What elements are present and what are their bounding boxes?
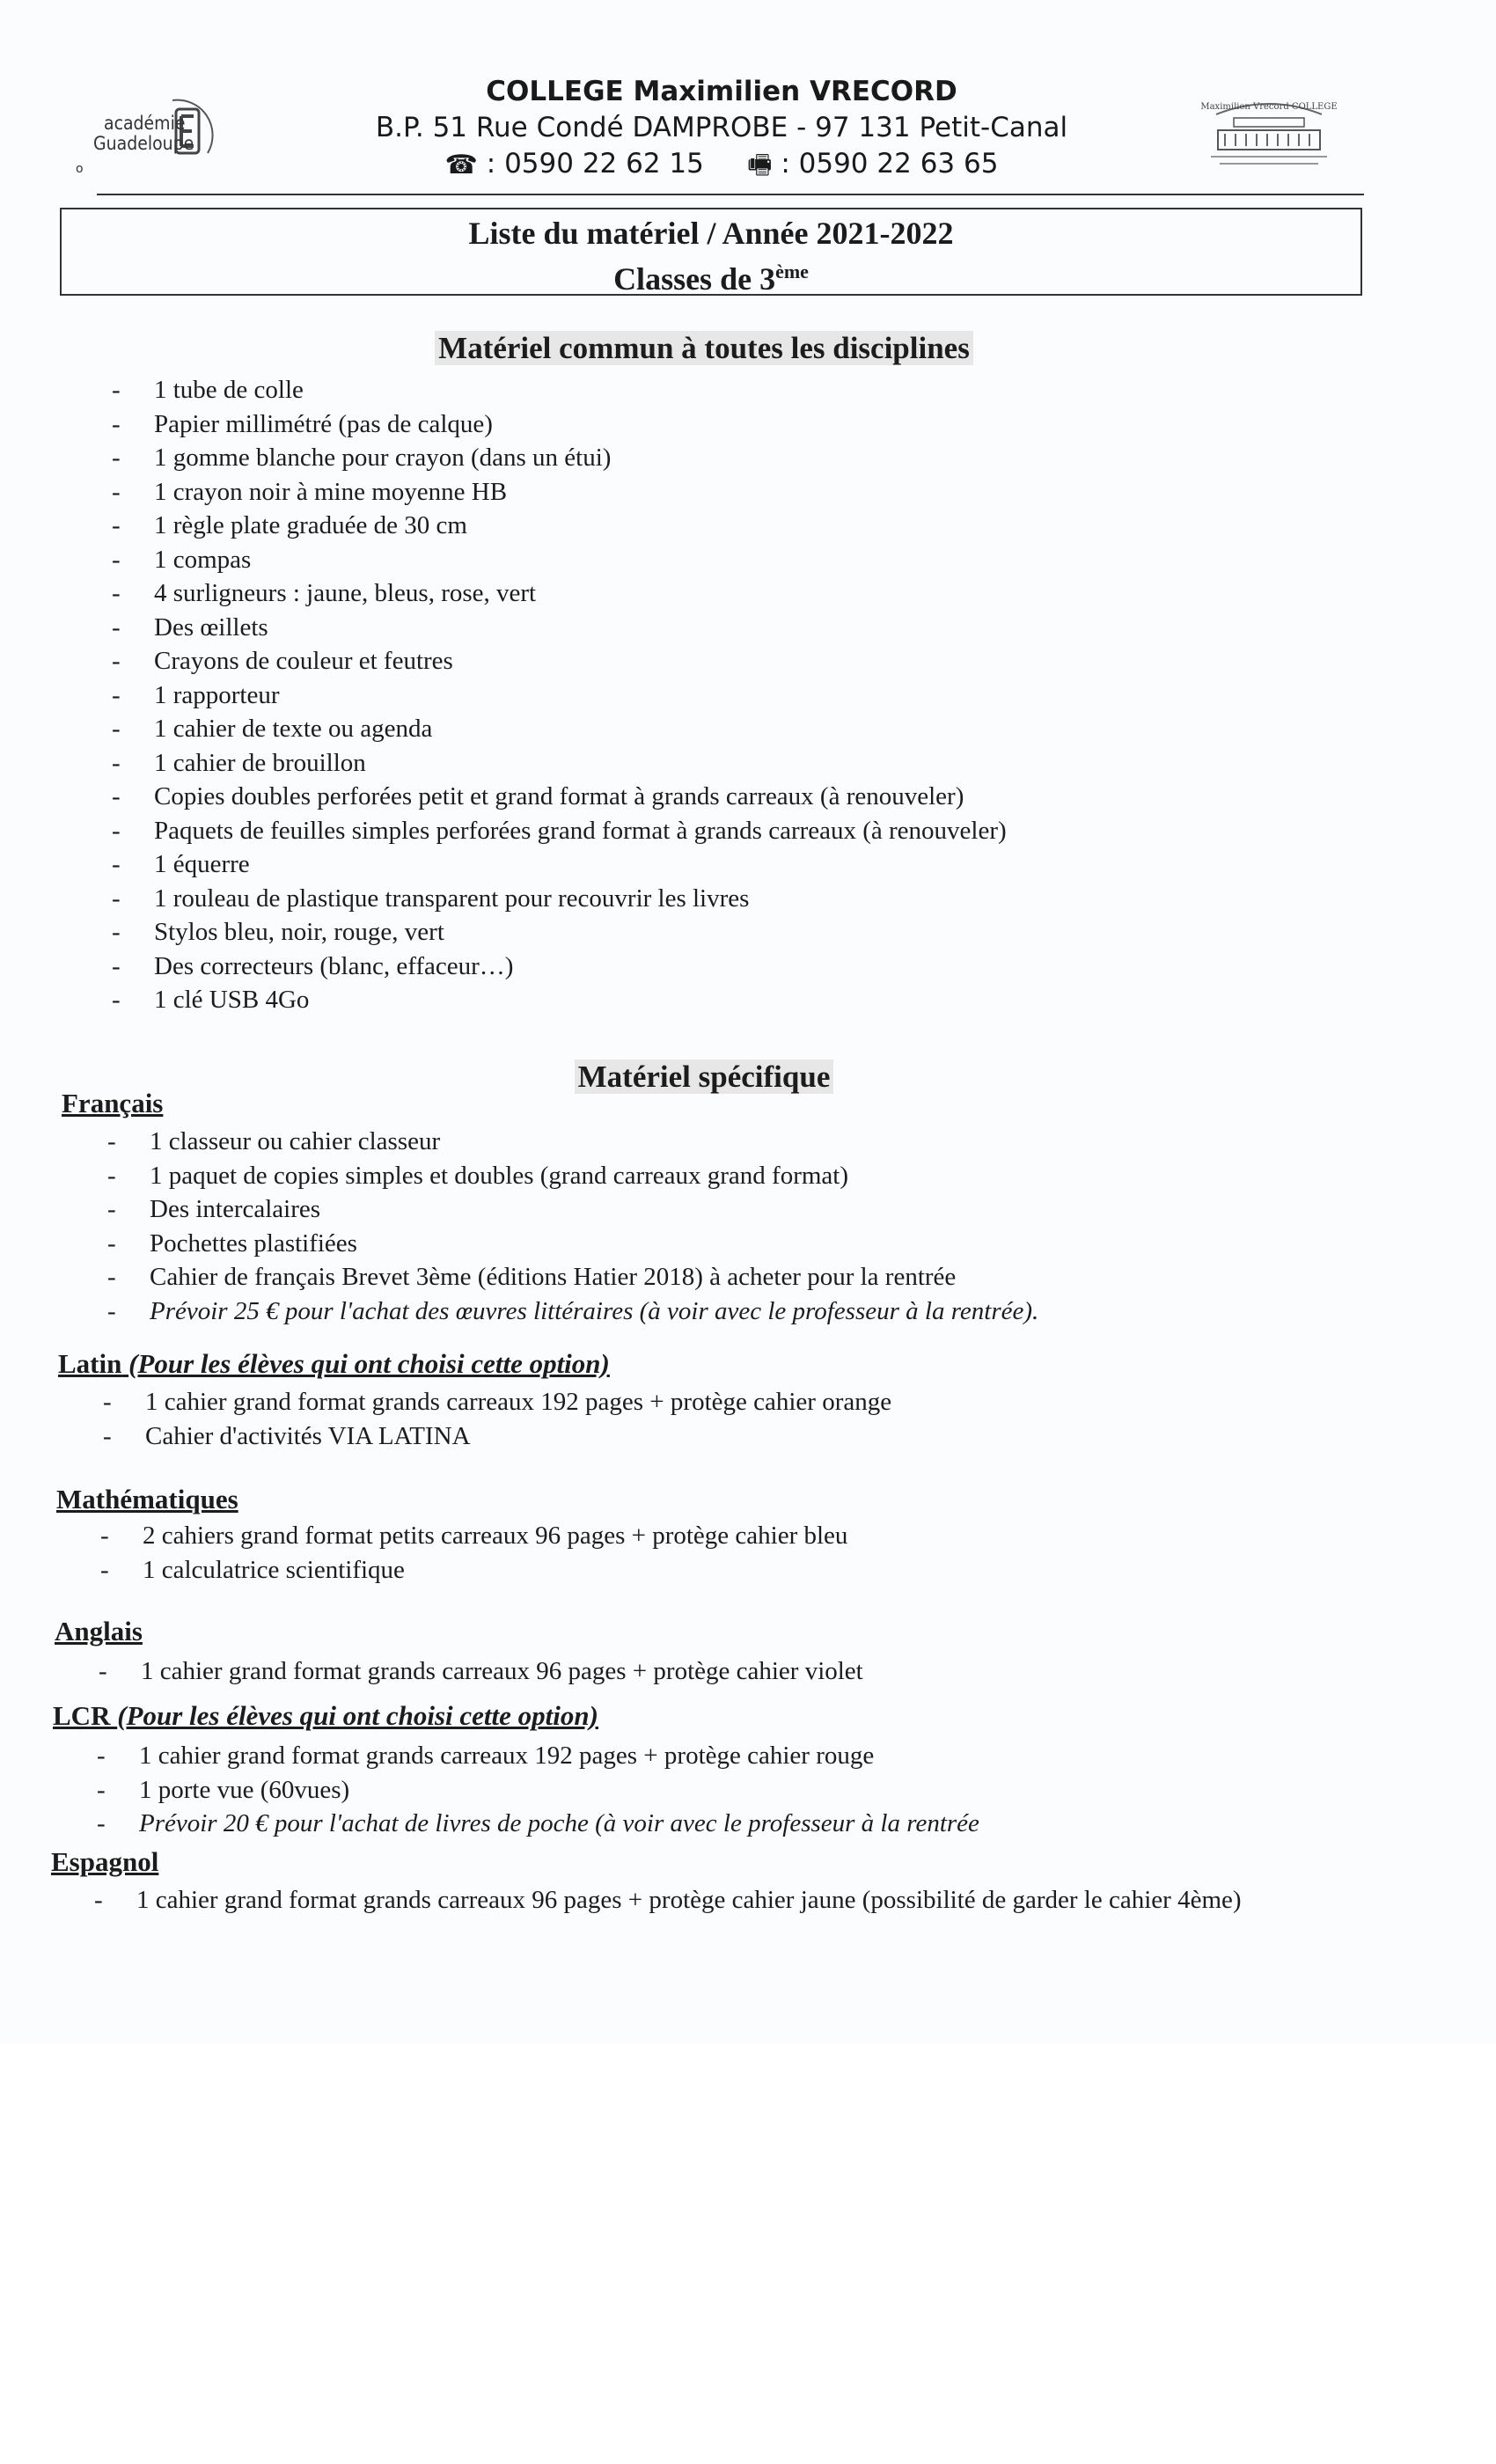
- list-item: - 1 cahier grand format grands carreaux 192 pages + protège cahier rouge: [139, 1739, 979, 1773]
- list-item: - 4 surligneurs : jaune, bleus, rose, vert: [154, 576, 1007, 611]
- list-item: - Cahier de français Brevet 3ème (éditions Hatier 2018) à acheter pour la rentrée: [150, 1260, 1038, 1294]
- list-item: - 1 règle plate graduée de 30 cm: [154, 509, 1007, 543]
- maths-list: [143, 1519, 847, 1587]
- list-item: - 1 cahier grand format grands carreaux 96 pages + protège cahier jaune (possibilité de garder le cahier 4ème): [136, 1883, 1298, 1918]
- list-item: - 1 cahier de texte ou agenda: [154, 712, 1007, 746]
- academie-guadeloupe-logo: [76, 70, 238, 189]
- common-materials-heading: Matériel commun à toutes les disciplines: [0, 331, 1408, 366]
- list-item: - 1 tube de colle: [154, 373, 1007, 407]
- list-item: - Stylos bleu, noir, rouge, vert: [154, 915, 1007, 950]
- logo-left-line1: académie: [104, 113, 186, 134]
- logo-left-line2: Guadeloupe: [93, 133, 194, 154]
- list-item: - 1 rapporteur: [154, 678, 1007, 713]
- common-materials-list: [154, 373, 1007, 1017]
- list-item: - Des intercalaires: [150, 1192, 1038, 1227]
- title-line-1: Liste du matériel / Année 2021-2022: [468, 216, 954, 251]
- list-item: - Papier millimétré (pas de calque): [154, 407, 1007, 442]
- list-item: - 2 cahiers grand format petits carreaux 96 pages + protège cahier bleu: [143, 1519, 847, 1553]
- francais-list: [150, 1125, 1038, 1328]
- list-item: - 1 cahier de brouillon: [154, 746, 1007, 781]
- fax-icon: 🖷: [747, 150, 773, 180]
- list-item: - 1 calculatrice scientifique: [143, 1553, 847, 1588]
- list-item: - Copies doubles perforées petit et grand format à grands carreaux (à renouveler): [154, 780, 1007, 814]
- subject-maths-title: Mathématiques: [56, 1484, 238, 1514]
- subject-francais-title: Français: [62, 1088, 164, 1118]
- subject-espagnol-title: Espagnol: [51, 1846, 159, 1877]
- list-item: - Paquets de feuilles simples perforées grand format à grands carreaux (à renouveler): [154, 814, 1007, 848]
- list-item: - 1 crayon noir à mine moyenne HB: [154, 475, 1007, 510]
- list-item: - 1 cahier grand format grands carreaux 192 pages + protège cahier orange: [145, 1385, 891, 1419]
- school-address: B.P. 51 Rue Condé DAMPROBE - 97 131 Petit-Canal: [375, 112, 1068, 143]
- school-header: [334, 74, 1109, 183]
- telephone-icon: ☎: [444, 150, 478, 180]
- espagnol-list: [136, 1883, 1298, 1918]
- list-item: - Cahier d'activités VIA LATINA: [145, 1419, 891, 1454]
- list-item: - 1 équerre: [154, 847, 1007, 882]
- list-item: - 1 gomme blanche pour crayon (dans un étui): [154, 441, 1007, 475]
- latin-option-note: (Pour les élèves qui ont choisi cette option): [128, 1348, 610, 1379]
- list-item: - Prévoir 20 € pour l'achat de livres de poche (à voir avec le professeur à la rentrée: [139, 1807, 979, 1841]
- list-item: - Des correcteurs (blanc, effaceur…): [154, 950, 1007, 984]
- list-item: - 1 compas: [154, 543, 1007, 577]
- list-item: - 1 clé USB 4Go: [154, 983, 1007, 1017]
- list-item: - 1 porte vue (60vues): [139, 1773, 979, 1808]
- phone-number: : 0590 22 62 15: [486, 148, 704, 180]
- title-line-2: Classes de 3ème: [613, 260, 809, 297]
- list-item: - Des œillets: [154, 611, 1007, 645]
- lcr-option-note: (Pour les élèves qui ont choisi cette option): [117, 1700, 598, 1731]
- subject-lcr-title: LCR (Pour les élèves qui ont choisi cette option): [53, 1700, 598, 1731]
- list-item: - 1 paquet de copies simples et doubles (grand carreaux grand format): [150, 1159, 1038, 1193]
- svg-text:o: o: [76, 162, 84, 176]
- lcr-list: [139, 1739, 979, 1841]
- logo-right-text: Maximilien Vrecord COLLEGE: [1200, 102, 1338, 112]
- subject-anglais-title: Anglais: [55, 1616, 143, 1646]
- college-vrecord-logo: [1200, 95, 1338, 179]
- fax-number: : 0590 22 63 65: [781, 148, 999, 180]
- subject-latin-title: Latin (Pour les élèves qui ont choisi cette option): [58, 1348, 610, 1379]
- list-item: - 1 classeur ou cahier classeur: [150, 1125, 1038, 1159]
- contact-line: [334, 146, 1109, 183]
- list-item: - 1 rouleau de plastique transparent pour recouvrir les livres: [154, 882, 1007, 916]
- anglais-list: [141, 1654, 863, 1689]
- list-item: - Pochettes plastifiées: [150, 1227, 1038, 1261]
- latin-list: [145, 1385, 891, 1453]
- school-name: COLLEGE Maximilien VRECORD: [486, 76, 957, 107]
- specific-materials-heading: Matériel spécifique: [0, 1060, 1408, 1095]
- list-item: - Crayons de couleur et feutres: [154, 644, 1007, 678]
- list-item: - Prévoir 25 € pour l'achat des œuvres littéraires (à voir avec le professeur à la rentrée).: [150, 1294, 1038, 1329]
- header-divider: [97, 194, 1364, 195]
- list-item: - 1 cahier grand format grands carreaux 96 pages + protège cahier violet: [141, 1654, 863, 1689]
- document-title-box: [60, 208, 1362, 296]
